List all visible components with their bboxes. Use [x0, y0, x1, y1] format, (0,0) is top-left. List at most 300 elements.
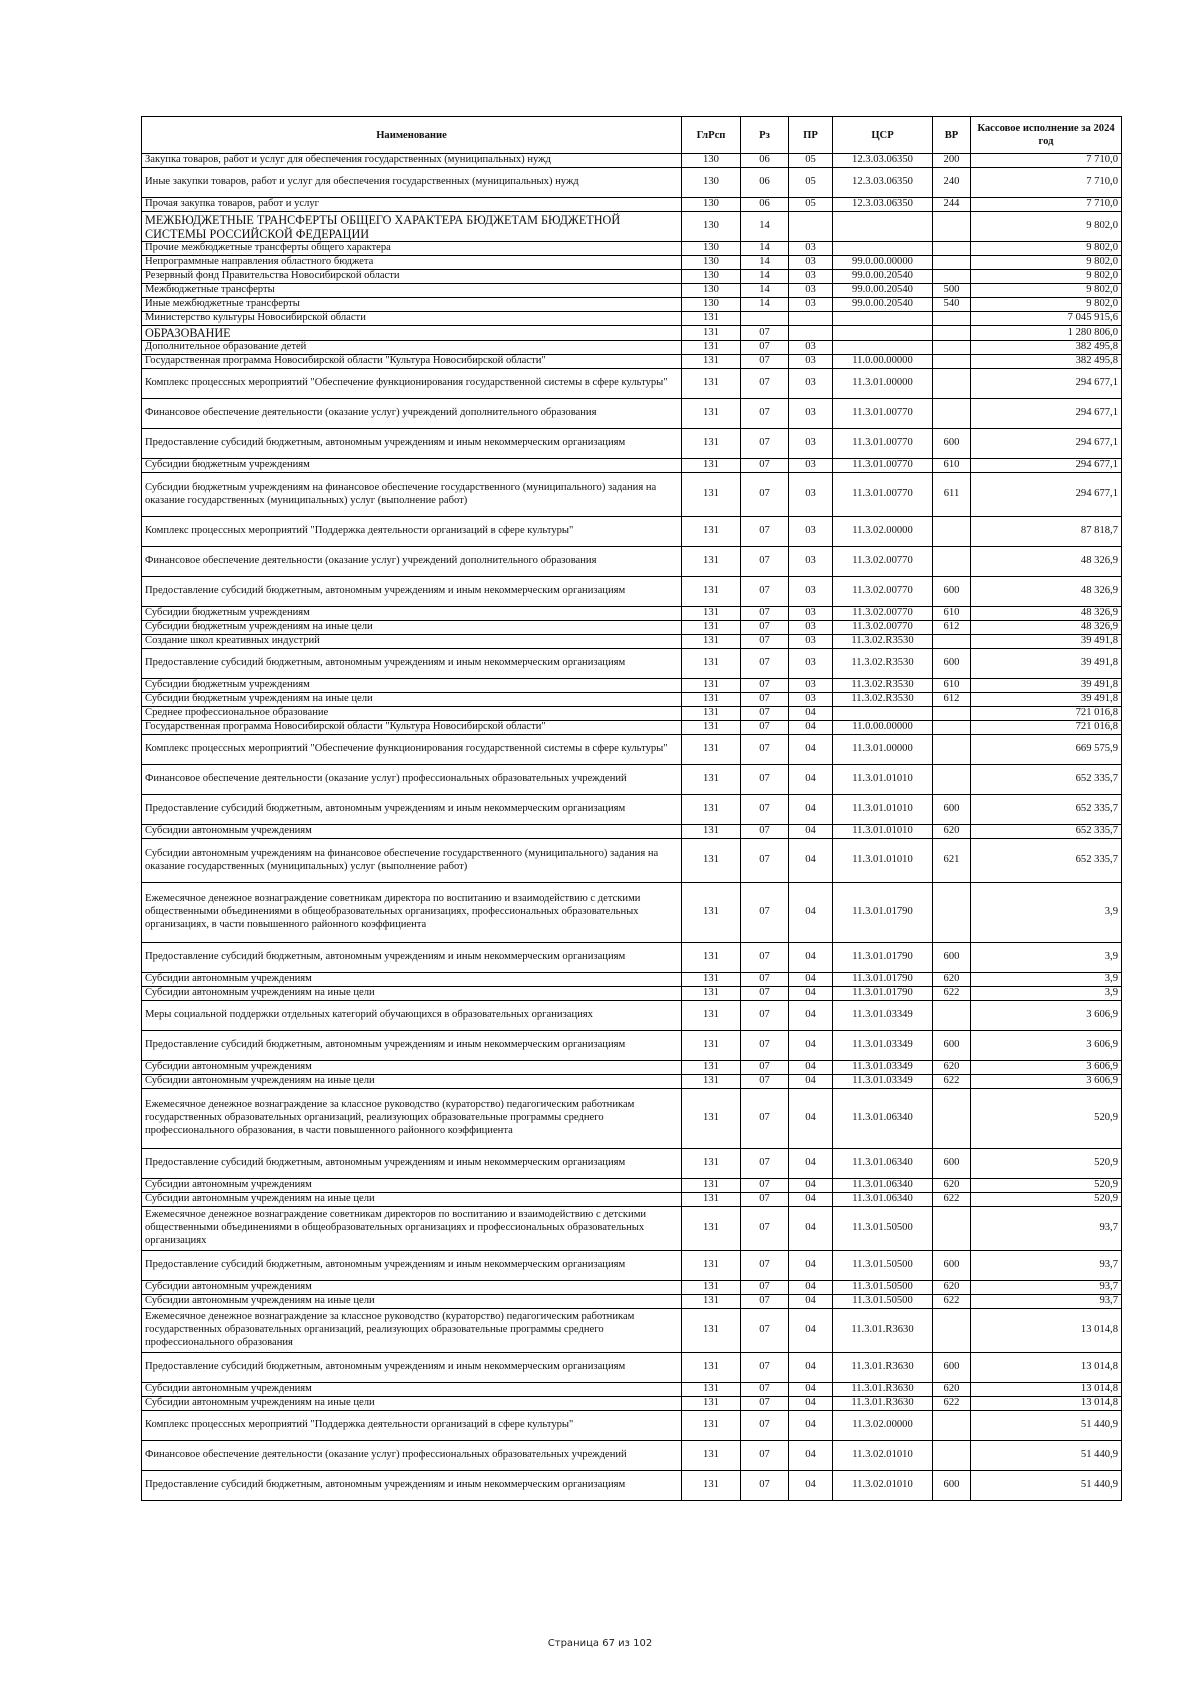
table-row: [142, 369, 1122, 399]
cell-rz: 07: [741, 795, 789, 825]
cell-pr: 03: [789, 635, 833, 649]
cell-pr: 04: [789, 1353, 833, 1383]
cell-rz: 07: [741, 369, 789, 399]
cell-vr: 240: [933, 168, 971, 198]
cell-rz: 07: [741, 1251, 789, 1281]
cell-pr: 03: [789, 679, 833, 693]
cell-cash-execution: 669 575,9: [971, 735, 1122, 765]
cell-name: Предоставление субсидий бюджетным, автономным учреждениям и иным некоммерческим организациям: [142, 1353, 682, 1383]
cell-name: Комплекс процессных мероприятий "Обеспечение функционирования государственной системы в сфере культуры": [142, 369, 682, 399]
cell-csr: 11.3.01.01790: [833, 943, 933, 973]
cell-rz: 07: [741, 1089, 789, 1149]
cell-vr: 610: [933, 459, 971, 473]
cell-glrsp: 130: [682, 284, 741, 298]
cell-rz: 07: [741, 649, 789, 679]
cell-name: Непрограммные направления областного бюджета: [142, 256, 682, 270]
cell-pr: 04: [789, 973, 833, 987]
cell-csr: 11.3.02.R3530: [833, 679, 933, 693]
table-row: [142, 1089, 1122, 1149]
cell-csr: 11.3.02.00770: [833, 577, 933, 607]
cell-vr: [933, 242, 971, 256]
cell-vr: [933, 883, 971, 943]
cell-cash-execution: 51 440,9: [971, 1471, 1122, 1501]
cell-rz: 07: [741, 341, 789, 355]
cell-vr: [933, 735, 971, 765]
cell-vr: 500: [933, 284, 971, 298]
table-row: [142, 242, 1122, 256]
table-row: [142, 1031, 1122, 1061]
cell-vr: [933, 765, 971, 795]
cell-csr: 11.3.01.00770: [833, 399, 933, 429]
cell-csr: 11.3.02.01010: [833, 1471, 933, 1501]
cell-glrsp: 130: [682, 198, 741, 212]
cell-pr: 04: [789, 1179, 833, 1193]
cell-csr: 11.3.02.R3530: [833, 635, 933, 649]
cell-pr: 03: [789, 256, 833, 270]
cell-glrsp: 131: [682, 429, 741, 459]
cell-csr: 11.3.01.01010: [833, 839, 933, 883]
cell-vr: [933, 399, 971, 429]
cell-rz: 07: [741, 1471, 789, 1501]
cell-cash-execution: 13 014,8: [971, 1309, 1122, 1353]
cell-pr: 03: [789, 270, 833, 284]
cell-csr: 99.0.00.20540: [833, 270, 933, 284]
cell-cash-execution: 9 802,0: [971, 212, 1122, 242]
cell-glrsp: 131: [682, 369, 741, 399]
cell-vr: [933, 1441, 971, 1471]
table-row: [142, 943, 1122, 973]
cell-glrsp: 131: [682, 312, 741, 326]
cell-rz: 07: [741, 1353, 789, 1383]
cell-vr: [933, 341, 971, 355]
cell-pr: 04: [789, 1281, 833, 1295]
table-row: [142, 1001, 1122, 1031]
cell-name: Субсидии автономным учреждениям: [142, 973, 682, 987]
cell-glrsp: 131: [682, 649, 741, 679]
cell-csr: 11.3.01.R3630: [833, 1309, 933, 1353]
cell-cash-execution: 9 802,0: [971, 242, 1122, 256]
table-row: [142, 256, 1122, 270]
cell-pr: 03: [789, 284, 833, 298]
cell-rz: 14: [741, 242, 789, 256]
cell-name: Субсидии бюджетным учреждениям: [142, 607, 682, 621]
cell-cash-execution: 382 495,8: [971, 355, 1122, 369]
cell-name: Меры социальной поддержки отдельных категорий обучающихся в образовательных организациях: [142, 1001, 682, 1031]
cell-vr: [933, 270, 971, 284]
cell-vr: 620: [933, 825, 971, 839]
cell-vr: 622: [933, 1193, 971, 1207]
cell-vr: [933, 1089, 971, 1149]
cell-name: Субсидии автономным учреждениям: [142, 1179, 682, 1193]
cell-name: Субсидии бюджетным учреждениям: [142, 679, 682, 693]
cell-vr: [933, 517, 971, 547]
cell-csr: 11.3.01.01010: [833, 825, 933, 839]
cell-vr: 622: [933, 987, 971, 1001]
cell-cash-execution: 9 802,0: [971, 256, 1122, 270]
cell-csr: 11.3.01.00770: [833, 473, 933, 517]
cell-rz: 07: [741, 735, 789, 765]
cell-cash-execution: 520,9: [971, 1149, 1122, 1179]
cell-glrsp: 131: [682, 1089, 741, 1149]
cell-name: Субсидии бюджетным учреждениям на финансовое обеспечение государственного (муниципального) задания на оказание государственных (муниципальных) услуг (выполнение работ): [142, 473, 682, 517]
cell-csr: 11.3.02.00000: [833, 1411, 933, 1441]
cell-name: Иные межбюджетные трансферты: [142, 298, 682, 312]
table-row: [142, 883, 1122, 943]
cell-name: Субсидии автономным учреждениям на иные цели: [142, 1295, 682, 1309]
cell-name: Субсидии автономным учреждениям на иные цели: [142, 1397, 682, 1411]
cell-cash-execution: 3 606,9: [971, 1075, 1122, 1089]
table-row: [142, 212, 1122, 242]
cell-glrsp: 131: [682, 1193, 741, 1207]
cell-csr: 11.0.00.00000: [833, 355, 933, 369]
table-row: [142, 284, 1122, 298]
table-row: [142, 1251, 1122, 1281]
cell-cash-execution: 520,9: [971, 1193, 1122, 1207]
cell-vr: 620: [933, 1061, 971, 1075]
cell-csr: 11.3.01.R3630: [833, 1397, 933, 1411]
cell-cash-execution: 1 280 806,0: [971, 326, 1122, 341]
cell-csr: 11.3.01.01790: [833, 987, 933, 1001]
cell-rz: 07: [741, 355, 789, 369]
cell-vr: 600: [933, 429, 971, 459]
cell-rz: 14: [741, 298, 789, 312]
cell-pr: 05: [789, 154, 833, 168]
cell-glrsp: 130: [682, 298, 741, 312]
cell-cash-execution: 39 491,8: [971, 649, 1122, 679]
cell-csr: [833, 326, 933, 341]
cell-name: Ежемесячное денежное вознаграждение советникам директоров по воспитанию и взаимодействию с детскими общественными объединениями в общеобразовательных организациях и профессиональных образовательных организациях: [142, 1207, 682, 1251]
cell-cash-execution: 93,7: [971, 1251, 1122, 1281]
cell-pr: 04: [789, 883, 833, 943]
cell-vr: 600: [933, 649, 971, 679]
cell-csr: [833, 312, 933, 326]
table-row: [142, 1353, 1122, 1383]
cell-name: Субсидии автономным учреждениям на иные цели: [142, 987, 682, 1001]
cell-csr: 11.3.01.06340: [833, 1089, 933, 1149]
cell-vr: 612: [933, 693, 971, 707]
cell-cash-execution: 93,7: [971, 1295, 1122, 1309]
cell-vr: 600: [933, 1251, 971, 1281]
cell-rz: 07: [741, 577, 789, 607]
table-row: [142, 679, 1122, 693]
cell-cash-execution: 294 677,1: [971, 429, 1122, 459]
table-row: [142, 198, 1122, 212]
cell-glrsp: 130: [682, 212, 741, 242]
cell-rz: 07: [741, 943, 789, 973]
cell-rz: 07: [741, 1295, 789, 1309]
cell-vr: [933, 547, 971, 577]
cell-glrsp: 131: [682, 735, 741, 765]
cell-pr: 04: [789, 1411, 833, 1441]
cell-pr: 04: [789, 1031, 833, 1061]
cell-name: Финансовое обеспечение деятельности (оказание услуг) учреждений дополнительного образования: [142, 547, 682, 577]
cell-vr: [933, 707, 971, 721]
cell-rz: 07: [741, 1149, 789, 1179]
cell-cash-execution: 9 802,0: [971, 284, 1122, 298]
cell-vr: 620: [933, 973, 971, 987]
cell-rz: 07: [741, 839, 789, 883]
cell-cash-execution: 51 440,9: [971, 1411, 1122, 1441]
cell-rz: 07: [741, 1207, 789, 1251]
table-row: [142, 547, 1122, 577]
table-row: [142, 1075, 1122, 1089]
cell-glrsp: 130: [682, 242, 741, 256]
cell-csr: 11.3.01.50500: [833, 1207, 933, 1251]
cell-glrsp: 130: [682, 168, 741, 198]
cell-rz: 07: [741, 547, 789, 577]
cell-glrsp: 131: [682, 1471, 741, 1501]
cell-glrsp: 131: [682, 1441, 741, 1471]
table-row: [142, 429, 1122, 459]
cell-pr: 04: [789, 987, 833, 1001]
cell-glrsp: 131: [682, 1295, 741, 1309]
table-row: [142, 635, 1122, 649]
table-row: [142, 839, 1122, 883]
cell-glrsp: 131: [682, 973, 741, 987]
cell-cash-execution: 39 491,8: [971, 693, 1122, 707]
table-row: [142, 735, 1122, 765]
cell-name: Предоставление субсидий бюджетным, автономным учреждениям и иным некоммерческим организациям: [142, 429, 682, 459]
cell-cash-execution: 3 606,9: [971, 1061, 1122, 1075]
cell-pr: 04: [789, 1075, 833, 1089]
header-glrsp: ГлРсп: [682, 117, 741, 154]
cell-csr: [833, 341, 933, 355]
cell-name: Субсидии автономным учреждениям на финансовое обеспечение государственного (муниципального) задания на оказание государственных (муниципальных) услуг (выполнение работ): [142, 839, 682, 883]
cell-cash-execution: 9 802,0: [971, 270, 1122, 284]
budget-table-container: [141, 116, 1121, 1501]
cell-rz: 07: [741, 765, 789, 795]
cell-csr: 11.3.01.00770: [833, 429, 933, 459]
table-row: [142, 517, 1122, 547]
cell-vr: 200: [933, 154, 971, 168]
cell-csr: 11.3.02.00770: [833, 607, 933, 621]
cell-pr: 04: [789, 1061, 833, 1075]
table-row: [142, 1411, 1122, 1441]
cell-glrsp: 131: [682, 1397, 741, 1411]
table-row: [142, 577, 1122, 607]
cell-pr: 03: [789, 473, 833, 517]
table-row: [142, 607, 1122, 621]
cell-vr: [933, 326, 971, 341]
cell-name: Предоставление субсидий бюджетным, автономным учреждениям и иным некоммерческим организациям: [142, 1251, 682, 1281]
table-row: [142, 1179, 1122, 1193]
cell-glrsp: 130: [682, 154, 741, 168]
table-row: [142, 355, 1122, 369]
cell-glrsp: 131: [682, 1149, 741, 1179]
cell-glrsp: 131: [682, 707, 741, 721]
cell-name: Субсидии автономным учреждениям: [142, 825, 682, 839]
cell-rz: 06: [741, 168, 789, 198]
table-row: [142, 987, 1122, 1001]
cell-name: Государственная программа Новосибирской области "Культура Новосибирской области": [142, 355, 682, 369]
cell-cash-execution: 39 491,8: [971, 635, 1122, 649]
cell-cash-execution: 48 326,9: [971, 621, 1122, 635]
cell-csr: [833, 707, 933, 721]
cell-pr: 04: [789, 765, 833, 795]
cell-csr: [833, 212, 933, 242]
cell-rz: [741, 312, 789, 326]
table-row: [142, 341, 1122, 355]
cell-glrsp: 131: [682, 679, 741, 693]
cell-glrsp: 131: [682, 326, 741, 341]
cell-vr: 622: [933, 1397, 971, 1411]
cell-rz: 07: [741, 473, 789, 517]
cell-vr: 620: [933, 1383, 971, 1397]
cell-name: Предоставление субсидий бюджетным, автономным учреждениям и иным некоммерческим организациям: [142, 795, 682, 825]
cell-cash-execution: 51 440,9: [971, 1441, 1122, 1471]
cell-rz: 07: [741, 707, 789, 721]
cell-cash-execution: 294 677,1: [971, 369, 1122, 399]
cell-cash-execution: 48 326,9: [971, 547, 1122, 577]
cell-vr: [933, 212, 971, 242]
cell-pr: 04: [789, 707, 833, 721]
cell-rz: 07: [741, 459, 789, 473]
cell-csr: 99.0.00.20540: [833, 298, 933, 312]
cell-rz: 07: [741, 1441, 789, 1471]
cell-vr: 622: [933, 1295, 971, 1309]
cell-pr: 04: [789, 943, 833, 973]
cell-glrsp: 131: [682, 1075, 741, 1089]
table-row: [142, 1149, 1122, 1179]
cell-cash-execution: 721 016,8: [971, 707, 1122, 721]
cell-pr: 04: [789, 1471, 833, 1501]
table-row: [142, 154, 1122, 168]
cell-cash-execution: 9 802,0: [971, 298, 1122, 312]
cell-vr: 600: [933, 1353, 971, 1383]
cell-name: Ежемесячное денежное вознаграждение за классное руководство (кураторство) педагогическим работникам государственных образовательных организаций, реализующих образовательные программы среднего профессионального образования: [142, 1309, 682, 1353]
cell-glrsp: 131: [682, 721, 741, 735]
cell-glrsp: 131: [682, 355, 741, 369]
table-row: [142, 298, 1122, 312]
table-row: [142, 168, 1122, 198]
cell-csr: 11.3.02.00000: [833, 517, 933, 547]
cell-rz: 07: [741, 679, 789, 693]
table-row: [142, 270, 1122, 284]
cell-pr: 04: [789, 795, 833, 825]
cell-pr: 03: [789, 242, 833, 256]
cell-vr: 611: [933, 473, 971, 517]
cell-cash-execution: 652 335,7: [971, 795, 1122, 825]
cell-name: Субсидии автономным учреждениям: [142, 1061, 682, 1075]
cell-name: Государственная программа Новосибирской области "Культура Новосибирской области": [142, 721, 682, 735]
cell-rz: 07: [741, 1411, 789, 1441]
header-rz: Рз: [741, 117, 789, 154]
cell-name: Предоставление субсидий бюджетным, автономным учреждениям и иным некоммерческим организациям: [142, 577, 682, 607]
cell-cash-execution: 652 335,7: [971, 839, 1122, 883]
cell-vr: [933, 721, 971, 735]
cell-glrsp: 131: [682, 943, 741, 973]
cell-glrsp: 131: [682, 1031, 741, 1061]
table-row: [142, 1441, 1122, 1471]
cell-rz: 07: [741, 1179, 789, 1193]
cell-glrsp: 131: [682, 473, 741, 517]
cell-cash-execution: 48 326,9: [971, 607, 1122, 621]
cell-vr: [933, 1309, 971, 1353]
table-row: [142, 765, 1122, 795]
cell-cash-execution: 7 710,0: [971, 198, 1122, 212]
cell-name: Ежемесячное денежное вознаграждение за классное руководство (кураторство) педагогическим работникам государственных образовательных организаций, реализующих образовательные программы среднего профессионального образования, в части повышенного районного коэффициента: [142, 1089, 682, 1149]
cell-pr: 04: [789, 1251, 833, 1281]
cell-glrsp: 131: [682, 1001, 741, 1031]
cell-name: Субсидии автономным учреждениям: [142, 1281, 682, 1295]
cell-rz: 06: [741, 154, 789, 168]
cell-name: Создание школ креативных индустрий: [142, 635, 682, 649]
cell-rz: 07: [741, 1031, 789, 1061]
table-row: [142, 721, 1122, 735]
cell-pr: 03: [789, 369, 833, 399]
cell-pr: 04: [789, 721, 833, 735]
cell-name: Финансовое обеспечение деятельности (оказание услуг) профессиональных образовательных учреждений: [142, 765, 682, 795]
cell-name: Субсидии автономным учреждениям: [142, 1383, 682, 1397]
cell-csr: 11.3.01.01790: [833, 883, 933, 943]
cell-name: Иные закупки товаров, работ и услуг для обеспечения государственных (муниципальных) нужд: [142, 168, 682, 198]
cell-csr: 11.3.01.00000: [833, 735, 933, 765]
cell-rz: 07: [741, 621, 789, 635]
cell-rz: 07: [741, 693, 789, 707]
cell-glrsp: 130: [682, 256, 741, 270]
table-row: [142, 399, 1122, 429]
cell-cash-execution: 3 606,9: [971, 1001, 1122, 1031]
cell-rz: 14: [741, 212, 789, 242]
cell-vr: [933, 1207, 971, 1251]
cell-cash-execution: 294 677,1: [971, 473, 1122, 517]
budget-execution-table: [141, 116, 1122, 1501]
cell-vr: 622: [933, 1075, 971, 1089]
cell-pr: 04: [789, 1207, 833, 1251]
cell-pr: 03: [789, 355, 833, 369]
cell-cash-execution: 294 677,1: [971, 399, 1122, 429]
cell-rz: 07: [741, 607, 789, 621]
table-row: [142, 795, 1122, 825]
cell-pr: 04: [789, 1441, 833, 1471]
cell-vr: 244: [933, 198, 971, 212]
cell-rz: 07: [741, 883, 789, 943]
cell-name: Резервный фонд Правительства Новосибирской области: [142, 270, 682, 284]
cell-pr: 03: [789, 577, 833, 607]
cell-csr: 12.3.03.06350: [833, 154, 933, 168]
cell-name: ОБРАЗОВАНИЕ: [142, 326, 682, 341]
cell-name: Межбюджетные трансферты: [142, 284, 682, 298]
cell-csr: 11.3.01.50500: [833, 1295, 933, 1309]
cell-cash-execution: 87 818,7: [971, 517, 1122, 547]
cell-rz: 07: [741, 1383, 789, 1397]
table-row: [142, 1295, 1122, 1309]
cell-csr: 11.3.01.01790: [833, 973, 933, 987]
cell-name: Субсидии бюджетным учреждениям на иные цели: [142, 693, 682, 707]
cell-pr: 03: [789, 517, 833, 547]
table-body: [142, 154, 1122, 1501]
cell-rz: 07: [741, 1001, 789, 1031]
cell-csr: 99.0.00.00000: [833, 256, 933, 270]
cell-glrsp: 131: [682, 577, 741, 607]
cell-csr: 11.3.02.01010: [833, 1441, 933, 1471]
cell-pr: 04: [789, 1295, 833, 1309]
cell-glrsp: 131: [682, 1179, 741, 1193]
cell-rz: 07: [741, 326, 789, 341]
table-row: [142, 973, 1122, 987]
cell-rz: 07: [741, 429, 789, 459]
table-row: [142, 459, 1122, 473]
cell-pr: 03: [789, 459, 833, 473]
cell-csr: 11.3.01.R3630: [833, 1383, 933, 1397]
cell-vr: 600: [933, 1031, 971, 1061]
table-row: [142, 707, 1122, 721]
cell-rz: 07: [741, 517, 789, 547]
cell-pr: 03: [789, 399, 833, 429]
cell-rz: 07: [741, 1193, 789, 1207]
cell-csr: 11.3.02.00770: [833, 547, 933, 577]
cell-pr: 05: [789, 198, 833, 212]
